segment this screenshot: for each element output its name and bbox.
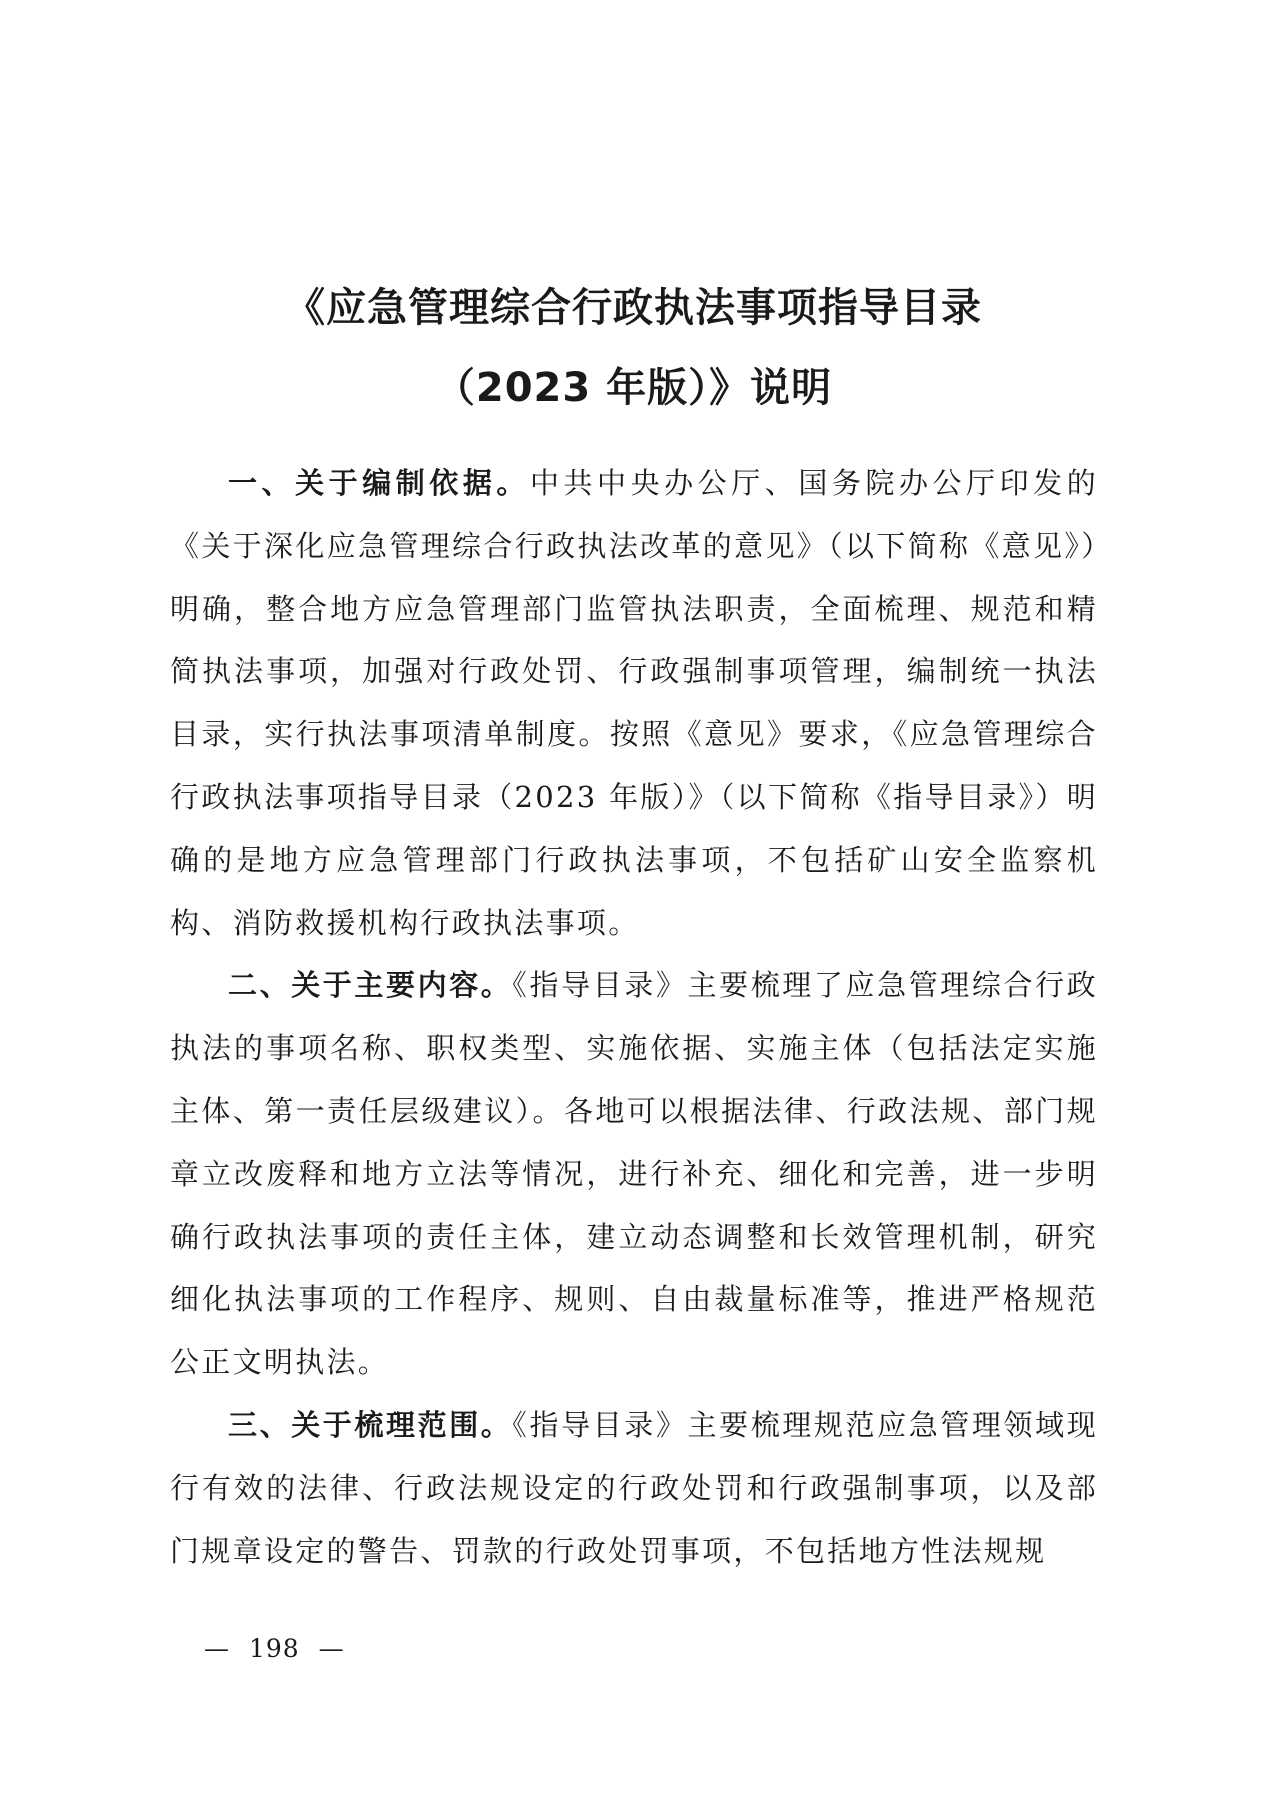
section-3-paragraph: [170, 1394, 1098, 1582]
footer-dash-left: —: [204, 1634, 230, 1663]
title-line-1: 《应急管理综合行政执法事项指导目录: [285, 285, 982, 331]
document-title: [160, 268, 1107, 428]
section-2-heading: 二、关于主要内容。: [228, 968, 513, 1003]
section-2-text: 《指导目录》主要梳理了应急管理综合行政执法的事项名称、职权类型、实施依据、实施主体（包括法定实施主体、第一责任层级建议）。各地可以根据法律、行政法规、部门规章立改废释和地方立法等情况，进行补充、细化和完善，进一步明确行政执法事项的责任主体，建立动态调整和长效管理机制，研究细化执法事项的工作程序、规则、自由裁量标准等，推进严格规范公正文明执法。: [170, 968, 1099, 1380]
section-3-text: 《指导目录》主要梳理规范应急管理领域现行有效的法律、行政法规设定的行政处罚和行政强制事项，以及部门规章设定的警告、罚款的行政处罚事项，不包括地方性法规规: [170, 1407, 1099, 1568]
section-3-heading: 三、关于梳理范围。: [228, 1407, 513, 1442]
section-2-paragraph: [170, 954, 1098, 1394]
section-1-text: 中共中央办公厅、国务院办公厅印发的《关于深化应急管理综合行政执法改革的意见》（以下简称《意见》）明确，整合地方应急管理部门监管执法职责，全面梳理、规范和精简执法事项，加强对行政处罚、行政强制事项管理，编制统一执法目录，实行执法事项清单制度。按照《意见》要求，《应急管理综合行政执法事项指导目录（2023 年版）》（以下简称《指导目录》）明确的是地方应急管理部门行政执法事项，不包括矿山安全监察机构、消防救援机构行政执法事项。: [170, 466, 1098, 940]
section-1-paragraph: [170, 452, 1098, 954]
section-1-heading: 一、关于编制依据。: [228, 466, 530, 500]
footer-dash-right: —: [318, 1634, 345, 1663]
page-number: 198: [248, 1634, 300, 1663]
title-line-2: （2023 年版）》说明: [434, 365, 833, 411]
document-body: [170, 452, 1098, 1582]
page-footer: [194, 1634, 355, 1664]
